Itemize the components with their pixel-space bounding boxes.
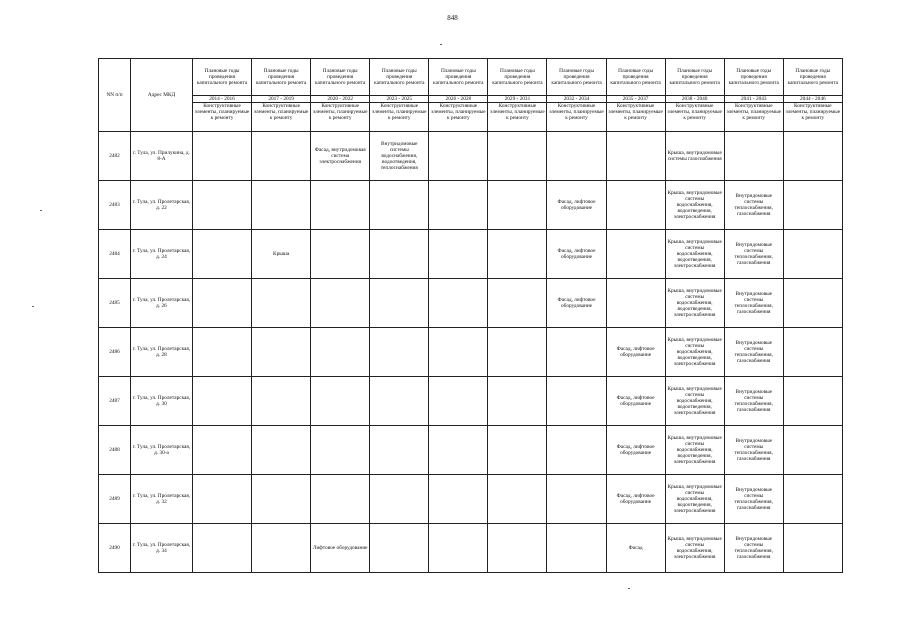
planned-years-header: Плановые годы проведения капитального ремонта [724,59,783,96]
repair-elements-cell [311,328,370,377]
building-address: г. Тула, ул. Прилукина, д. 8-А [131,132,193,181]
repair-elements-cell [252,524,311,573]
repair-elements-cell [547,132,606,181]
scan-speck [440,44,442,45]
elements-header: Конструктивные элементы, планируемые к ремонту [193,103,252,132]
repair-elements-cell [488,132,547,181]
repair-elements-cell [547,426,606,475]
period-header: 2014 - 2016 [193,96,252,103]
repair-elements-cell: Крыша [252,230,311,279]
repair-elements-cell [429,279,488,328]
scan-speck [32,306,34,307]
table-row [99,328,843,377]
repair-elements-cell: Фасад, лифтовое оборудование [547,181,606,230]
repair-elements-cell [252,132,311,181]
repair-elements-cell: Фасад, лифтовое оборудование [547,279,606,328]
repair-elements-cell [311,377,370,426]
building-address: г. Тула, ул. Пролетарская, д. 30 [131,377,193,426]
scan-speck [628,588,630,589]
repair-elements-cell: Фасад, внутридомовая система электроснабжения [311,132,370,181]
row-number: 2483 [99,181,131,230]
repair-elements-cell [606,181,665,230]
repair-elements-cell [547,475,606,524]
elements-header: Конструктивные элементы, планируемые к ремонту [783,103,842,132]
repair-elements-cell [724,132,783,181]
repair-elements-cell: Крыша, внутридомовые системы газоснабжения [665,132,724,181]
elements-header: Конструктивные элементы, планируемые к ремонту [311,103,370,132]
repair-elements-cell: Крыша, внутридомовые системы водоснабжения, водоотведения, электроснабжения [665,230,724,279]
row-number: 2488 [99,426,131,475]
repair-elements-cell [783,230,842,279]
repair-elements-cell: Фасад [606,524,665,573]
scan-speck [40,210,42,211]
repair-elements-cell: Крыша, внутридомовые системы водоснабжения, водоотведения, электроснабжения [665,328,724,377]
repair-elements-cell [783,426,842,475]
repair-elements-cell [193,132,252,181]
repair-elements-cell [193,524,252,573]
header-row-elements [99,103,843,132]
repair-elements-cell: Крыша, внутридомовые системы водоснабжения, водоотведения, электроснабжения [665,279,724,328]
repair-elements-cell [606,230,665,279]
repair-elements-cell [252,279,311,328]
period-header: 2032 - 2034 [547,96,606,103]
repair-elements-cell [193,426,252,475]
repair-elements-cell [488,524,547,573]
repair-elements-cell [429,181,488,230]
planned-years-header: Плановые годы проведения капитального ремонта [193,59,252,96]
repair-elements-cell [193,377,252,426]
building-address: г. Тула, ул. Пролетарская, д. 32 [131,475,193,524]
table-row [99,475,843,524]
row-number: 2486 [99,328,131,377]
repair-elements-cell: Внутридомовые системы теплоснабжения, газоснабжения [724,426,783,475]
address-column-header: Адрес МКД [131,59,193,132]
repair-elements-cell: Внутридомовые системы теплоснабжения, газоснабжения [724,279,783,328]
repair-elements-cell: Внутридомовые системы теплоснабжения, газоснабжения [724,475,783,524]
repair-elements-cell: Внутридомовые системы теплоснабжения, газоснабжения [724,328,783,377]
repair-elements-cell [547,377,606,426]
repair-elements-cell [370,524,429,573]
repair-elements-cell [370,230,429,279]
repair-elements-cell [311,181,370,230]
repair-elements-cell [429,426,488,475]
planned-years-header: Плановые годы проведения капитального ремонта [311,59,370,96]
repair-elements-cell: Фасад, лифтовое оборудование [606,377,665,426]
repair-elements-cell [488,426,547,475]
planned-years-header: Плановые годы проведения капитального ремонта [370,59,429,96]
repair-elements-cell: Фасад, лифтовое оборудование [547,230,606,279]
table-row [99,426,843,475]
building-address: г. Тула, ул. Пролетарская, д. 34 [131,524,193,573]
repair-elements-cell [311,230,370,279]
planned-years-header: Плановые годы проведения капитального ремонта [547,59,606,96]
repair-elements-cell [429,328,488,377]
period-header: 2029 - 2031 [488,96,547,103]
repair-elements-cell: Лифтовое оборудование [311,524,370,573]
repair-elements-cell: Внутридомовые системы теплоснабжения, газоснабжения [724,377,783,426]
repair-elements-cell [311,279,370,328]
planned-years-header: Плановые годы проведения капитального ремонта [665,59,724,96]
repair-elements-cell: Крыша, внутридомовые системы водоснабжения, водоотведения, электроснабжения [665,426,724,475]
planned-years-header: Плановые годы проведения капитального ремонта [488,59,547,96]
repair-elements-cell: Внутридомовые системы теплоснабжения, газоснабжения [724,230,783,279]
period-header: 2017 - 2019 [252,96,311,103]
repair-elements-cell [370,279,429,328]
repair-elements-cell [252,181,311,230]
repair-elements-cell [193,279,252,328]
repair-elements-cell [783,181,842,230]
table-row [99,132,843,181]
period-header: 2020 - 2022 [311,96,370,103]
repair-elements-cell [429,132,488,181]
table-row [99,181,843,230]
repair-elements-cell [429,377,488,426]
header-row-planned [99,59,843,96]
building-address: г. Тула, ул. Пролетарская, д. 22 [131,181,193,230]
row-number: 2487 [99,377,131,426]
capital-repair-table [98,58,843,573]
repair-elements-cell [370,426,429,475]
table-row [99,279,843,328]
repair-elements-cell [488,181,547,230]
repair-elements-cell [783,279,842,328]
repair-elements-cell: Крыша, внутридомовые системы водоснабжения, электроснабжения [665,524,724,573]
row-number: 2490 [99,524,131,573]
building-address: г. Тула, ул. Пролетарская, д. 26 [131,279,193,328]
repair-elements-cell [488,230,547,279]
repair-elements-cell [488,475,547,524]
elements-header: Конструктивные элементы, планируемые к ремонту [252,103,311,132]
elements-header: Конструктивные элементы, планируемые к ремонту [547,103,606,132]
header-row-periods [99,96,843,103]
period-header: 2023 - 2025 [370,96,429,103]
repair-elements-cell: Внутридомовые системы теплоснабжения, газоснабжения [724,524,783,573]
period-header: 2038 - 2040 [665,96,724,103]
page-number: 848 [447,14,458,22]
building-address: г. Тула, ул. Пролетарская, д. 30-а [131,426,193,475]
repair-elements-cell [193,328,252,377]
repair-elements-cell: Крыша, внутридомовые системы водоснабжения, водоотведения, электроснабжения [665,475,724,524]
repair-elements-cell [370,328,429,377]
repair-elements-cell [547,524,606,573]
period-header: 2041 - 2043 [724,96,783,103]
repair-elements-cell [488,377,547,426]
repair-elements-cell [252,377,311,426]
repair-elements-cell [193,475,252,524]
repair-elements-cell [783,328,842,377]
elements-header: Конструктивные элементы, планируемые к ремонту [488,103,547,132]
period-header: 2026 - 2028 [429,96,488,103]
planned-years-header: Плановые годы проведения капитального ремонта [606,59,665,96]
repair-elements-cell [547,328,606,377]
repair-elements-cell: Внутридомовые системы водоснабжения, водоотведения, теплоснабжения [370,132,429,181]
repair-elements-cell [429,524,488,573]
table-row [99,230,843,279]
repair-elements-cell [606,132,665,181]
table-row [99,377,843,426]
repair-elements-cell [783,377,842,426]
repair-elements-cell [429,475,488,524]
planned-years-header: Плановые годы проведения капитального ремонта [783,59,842,96]
period-header: 2044 - 2046 [783,96,842,103]
repair-elements-cell [193,181,252,230]
row-number: 2489 [99,475,131,524]
repair-elements-cell [370,181,429,230]
elements-header: Конструктивные элементы, планируемые к ремонту [665,103,724,132]
row-number: 2485 [99,279,131,328]
elements-header: Конструктивные элементы, планируемые к ремонту [724,103,783,132]
repair-elements-cell [370,377,429,426]
repair-elements-cell [429,230,488,279]
period-header: 2035 - 2037 [606,96,665,103]
repair-elements-cell [252,328,311,377]
repair-elements-cell [370,475,429,524]
table-row [99,524,843,573]
repair-elements-cell: Фасад, лифтовое оборудование [606,426,665,475]
repair-elements-cell [783,475,842,524]
repair-elements-cell [311,426,370,475]
repair-elements-cell [488,279,547,328]
repair-elements-cell [252,475,311,524]
repair-elements-cell [783,524,842,573]
repair-elements-cell: Фасад, лифтовое оборудование [606,328,665,377]
repair-elements-cell [193,230,252,279]
number-column-header: NN п/п [99,59,131,132]
repair-elements-cell: Крыша, внутридомовые системы водоснабжения, водоотведения, электроснабжения [665,181,724,230]
planned-years-header: Плановые годы проведения капитального ремонта [252,59,311,96]
repair-elements-cell [311,475,370,524]
repair-elements-cell [252,426,311,475]
elements-header: Конструктивные элементы, планируемые к ремонту [370,103,429,132]
elements-header: Конструктивные элементы, планируемые к ремонту [429,103,488,132]
repair-elements-cell [606,279,665,328]
row-number: 2484 [99,230,131,279]
building-address: г. Тула, ул. Пролетарская, д. 28 [131,328,193,377]
building-address: г. Тула, ул. Пролетарская, д. 24 [131,230,193,279]
elements-header: Конструктивные элементы, планируемые к ремонту [606,103,665,132]
repair-elements-cell [488,328,547,377]
planned-years-header: Плановые годы проведения капитального ремонта [429,59,488,96]
repair-elements-cell: Фасад, лифтовое оборудование [606,475,665,524]
repair-elements-cell: Внутридомовые системы теплоснабжения, газоснабжения [724,181,783,230]
row-number: 2482 [99,132,131,181]
repair-elements-cell: Крыша, внутридомовые системы водоснабжения, водоотведения, электроснабжения [665,377,724,426]
repair-elements-cell [783,132,842,181]
